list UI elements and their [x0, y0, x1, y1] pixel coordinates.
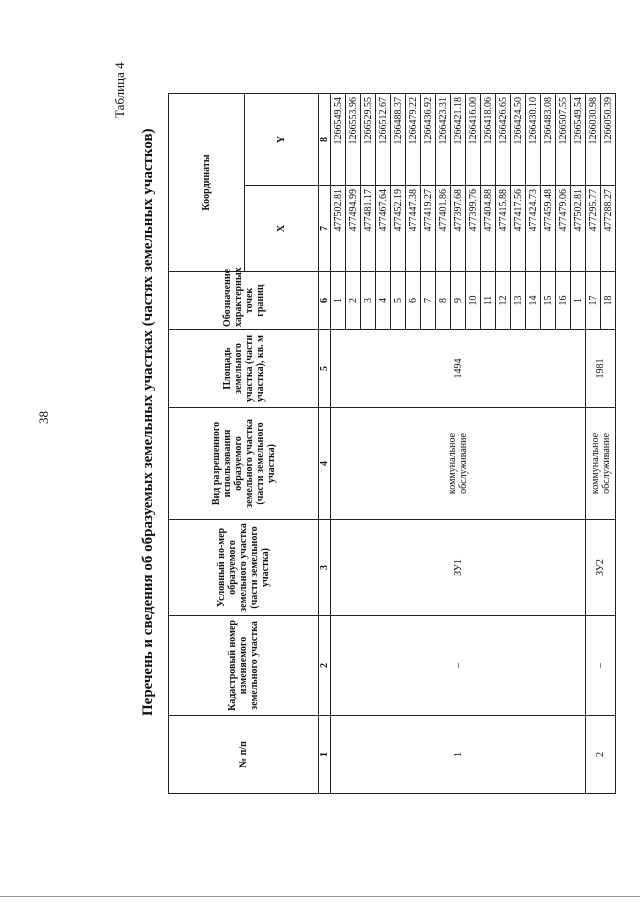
- coord-x: 477417.56: [511, 186, 526, 272]
- coord-y: 1266529.55: [361, 93, 376, 185]
- coord-y: 1266483.08: [541, 93, 556, 185]
- point-id: 2: [346, 272, 361, 330]
- coordinates-table-wrapper: [168, 94, 615, 794]
- point-id: 16: [556, 272, 571, 330]
- table-row: [586, 93, 601, 793]
- point-id: 4: [376, 272, 391, 330]
- coord-x: 477459.48: [541, 186, 556, 272]
- coordinates-table: [168, 93, 616, 794]
- col-number: 6: [319, 272, 331, 330]
- coord-x: 477481.17: [361, 186, 376, 272]
- coord-y: 1266416.00: [466, 93, 481, 185]
- table-heading: Перечень и сведения об образуемых земельных участках (частях земельных участков): [140, 128, 156, 716]
- permitted-use: коммунальное обслуживание: [586, 408, 616, 520]
- coord-x: 477397.68: [451, 186, 466, 272]
- point-id: 10: [466, 272, 481, 330]
- table-label: Таблица 4: [112, 62, 127, 118]
- coord-x: 477288.27: [601, 186, 616, 272]
- point-id: 11: [481, 272, 496, 330]
- header-points: Обозначение характерных точек границ: [169, 272, 319, 330]
- coord-y: 1266430.10: [526, 93, 541, 185]
- page-bottom-rule: [0, 896, 640, 897]
- point-id: 17: [586, 272, 601, 330]
- header-x: X: [245, 186, 319, 272]
- coord-x: 477479.06: [556, 186, 571, 272]
- coord-x: 477401.86: [436, 186, 451, 272]
- col-number: 1: [319, 716, 331, 794]
- plot-number: 1: [331, 716, 586, 794]
- col-number: 4: [319, 408, 331, 520]
- coord-x: 477494.99: [346, 186, 361, 272]
- coord-x: 477404.88: [481, 186, 496, 272]
- cadastral-number: –: [586, 616, 616, 716]
- coord-x: 477447.38: [406, 186, 421, 272]
- point-id: 3: [361, 272, 376, 330]
- header-permitted-use: Вид разрешенного использования образуемого земельного участка (части земельного участка): [169, 408, 319, 520]
- coord-x: 477424.73: [526, 186, 541, 272]
- coord-x: 477419.27: [421, 186, 436, 272]
- coord-y: 1266549.54: [571, 93, 586, 185]
- plot-area: 1981: [586, 330, 616, 408]
- point-id: 15: [541, 272, 556, 330]
- coord-y: 1266488.37: [391, 93, 406, 185]
- point-id: 12: [496, 272, 511, 330]
- coord-y: 1266553.96: [346, 93, 361, 185]
- coord-y: 1266421.18: [451, 93, 466, 185]
- col-number: 5: [319, 330, 331, 408]
- conditional-number: ЗУ1: [331, 520, 586, 616]
- coord-y: 1266479.22: [406, 93, 421, 185]
- header-conditional-number: Условный но-мер образуемого земельного участка (части земельного участка): [169, 520, 319, 616]
- coord-x: 477295.77: [586, 186, 601, 272]
- col-number: 3: [319, 520, 331, 616]
- point-id: 14: [526, 272, 541, 330]
- coord-y: 1266507.55: [556, 93, 571, 185]
- coord-x: 477502.81: [571, 186, 586, 272]
- coord-x: 477467.64: [376, 186, 391, 272]
- coord-y: 1266050.39: [601, 93, 616, 185]
- coord-x: 477415.88: [496, 186, 511, 272]
- coord-y: 1266549.54: [331, 93, 346, 185]
- point-id: 13: [511, 272, 526, 330]
- coord-y: 1266418.06: [481, 93, 496, 185]
- point-id: 5: [391, 272, 406, 330]
- point-id: 18: [601, 272, 616, 330]
- col-number: 7: [319, 186, 331, 272]
- coord-y: 1266424.50: [511, 93, 526, 185]
- coord-x: 477452.19: [391, 186, 406, 272]
- point-id: 8: [436, 272, 451, 330]
- col-number: 8: [319, 93, 331, 185]
- cadastral-number: –: [331, 616, 586, 716]
- header-number: № п/п: [169, 716, 319, 794]
- coord-y: 1266423.31: [436, 93, 451, 185]
- table-body: [331, 93, 616, 793]
- header-cadastral: Кадастровый номер изменяемого земельного участка: [169, 616, 319, 716]
- coord-y: 1266436.92: [421, 93, 436, 185]
- coord-x: 477502.81: [331, 186, 346, 272]
- point-id: 1: [331, 272, 346, 330]
- table-row: [331, 93, 346, 793]
- point-id: 1: [571, 272, 586, 330]
- header-area: Площадь земельного участка (части участка), кв. м: [169, 330, 319, 408]
- coord-x: 477399.76: [466, 186, 481, 272]
- plot-number: 2: [586, 716, 616, 794]
- header-y: Y: [245, 93, 319, 185]
- conditional-number: ЗУ2: [586, 520, 616, 616]
- permitted-use: коммунальное обслуживание: [331, 408, 586, 520]
- point-id: 9: [451, 272, 466, 330]
- coord-y: 1266512.67: [376, 93, 391, 185]
- coord-y: 1266426.65: [496, 93, 511, 185]
- coord-y: 1266030.98: [586, 93, 601, 185]
- point-id: 6: [406, 272, 421, 330]
- point-id: 7: [421, 272, 436, 330]
- page-number: 38: [36, 411, 51, 424]
- col-number: 2: [319, 616, 331, 716]
- plot-area: 1494: [331, 330, 586, 408]
- header-coordinates: Координаты: [169, 93, 245, 271]
